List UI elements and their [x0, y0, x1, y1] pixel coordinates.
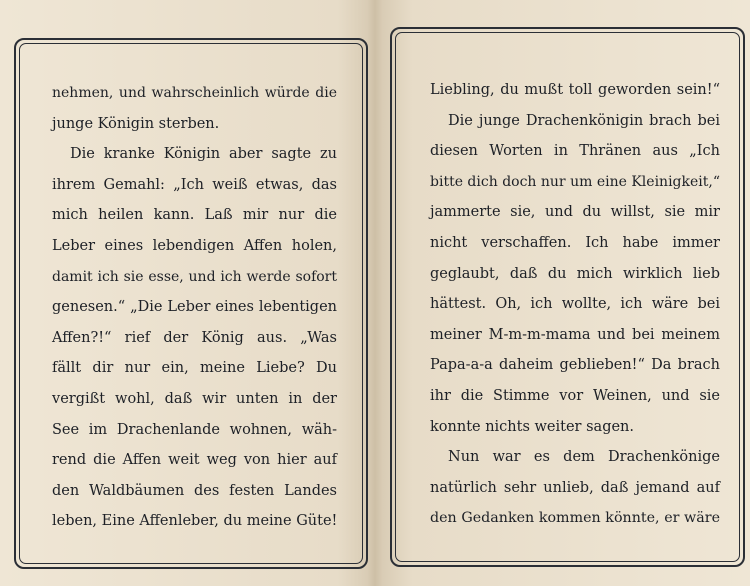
text-line: Die junge Drachenkönigin brach bei [448, 112, 720, 129]
text-line: jammerte sie, und du willst, sie mir [430, 204, 720, 221]
text-line: Die kranke Königin aber sagte zu [70, 146, 337, 163]
text-line: mich heilen kann. Laß mir nur die [52, 207, 337, 224]
text-line: nehmen, und wahrscheinlich würde die [52, 85, 337, 101]
text-line: Nun war es dem Drachenkönige [448, 449, 720, 466]
text-line: junge Königin sterben. [52, 115, 220, 132]
text-line: nicht verschaffen. Ich habe immer [430, 234, 720, 251]
text-line: hättest. Oh, ich wollte, ich wäre bei [430, 296, 720, 313]
text-line: Liebling, du mußt toll geworden sein!“ [430, 82, 720, 98]
text-line: fällt dir nur ein, meine Liebe? Du [52, 360, 337, 377]
right-page-text [430, 75, 720, 534]
text-line: ihrem Gemahl: „Ich weiß etwas, das [52, 176, 337, 193]
text-line: vergißt wohl, daß wir unten in der [52, 390, 337, 407]
text-line: Leber eines lebendigen Affen holen, [52, 237, 337, 254]
text-line: konnte nichts weiter sagen. [430, 418, 634, 435]
text-line: bitte dich doch nur um eine Kleinigkeit,“ [430, 173, 720, 190]
text-line: meiner M-m-m-mama und bei meinem [430, 326, 720, 343]
text-line: damit ich sie esse, und ich werde sofort [52, 268, 337, 285]
text-line: ihr die Stimme vor Weinen, und sie [430, 387, 720, 404]
left-page-text [52, 78, 337, 537]
text-line: Papa-a-a daheim geblieben!“ Da brach [430, 357, 720, 374]
text-line: den Gedanken kommen könnte, er wäre [430, 510, 720, 527]
text-line: Affen?!“ rief der König aus. „Was [52, 329, 337, 346]
text-line: leben, Eine Affenleber, du meine Güte! [52, 513, 338, 530]
text-line: den Waldbäumen des festen Landes [52, 482, 337, 499]
right-page [375, 0, 750, 586]
text-line: rend die Affen weit weg von hier auf [52, 452, 337, 469]
text-line: diesen Worten in Thränen aus „Ich [430, 143, 720, 160]
text-line: geglaubt, daß du mich wirklich lieb [430, 265, 720, 282]
text-line: genesen.“ „Die Leber eines lebentigen [52, 299, 337, 316]
text-line: See im Drachenlande wohnen, wäh- [52, 421, 337, 438]
text-line: natürlich sehr unlieb, daß jemand auf [430, 479, 720, 496]
